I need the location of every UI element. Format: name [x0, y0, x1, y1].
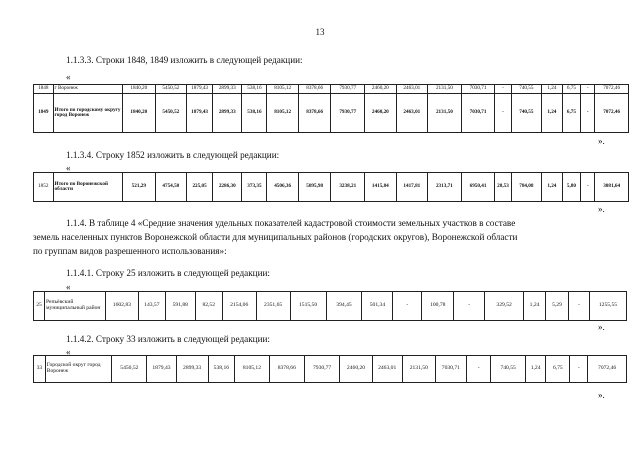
table-cell: 5095,98 — [298, 173, 331, 202]
table-cell: 1,24 — [542, 94, 563, 133]
table-cell: 8378,66 — [298, 85, 331, 94]
table-cell: 6950,41 — [461, 173, 495, 202]
table-cell: 7072,46 — [595, 94, 629, 133]
table-cell: - — [581, 173, 595, 202]
table-cell: 329,52 — [485, 292, 524, 321]
table-row-1852 — [33, 172, 629, 202]
table-cell: 8105,12 — [267, 94, 298, 133]
table-cell: Итого по городскому округу город Воронеж — [53, 94, 122, 133]
table-cell: 2131,50 — [428, 94, 462, 133]
section-2-heading: 1.1.3.4. Строку 1852 изложить в следующей редакции: — [66, 150, 280, 160]
table-cell: 33 — [34, 356, 46, 383]
table-cell: 2463,01 — [372, 356, 402, 383]
table-cell: 4506,36 — [267, 173, 298, 202]
paragraph-line-3: по группам видов разрешенного использования»: — [33, 246, 227, 256]
table-cell: - — [495, 85, 511, 94]
table-cell: 225,05 — [187, 173, 213, 202]
table-row — [34, 292, 627, 321]
table-cell: 7030,71 — [461, 85, 495, 94]
table-cell: 1848 — [34, 85, 54, 94]
table-cell: - — [466, 356, 490, 383]
table-cell: 2131,50 — [428, 85, 462, 94]
table-cell: 591,88 — [165, 292, 195, 321]
table-cell: Репьёвский муниципальный район — [44, 292, 105, 321]
table-cell: 8105,12 — [267, 85, 298, 94]
table-cell: 1602,83 — [105, 292, 138, 321]
table-cell: 1,24 — [525, 356, 545, 383]
table-cell: 2286,30 — [213, 173, 242, 202]
table-cell: 7072,46 — [595, 85, 629, 94]
table-cell: - — [454, 292, 485, 321]
table-cell: 373,35 — [242, 173, 267, 202]
table-cell: 1852 — [34, 173, 54, 202]
table-cell: 82,52 — [195, 292, 222, 321]
section-1-close-quote: ». — [598, 136, 605, 146]
section-2-close-quote: ». — [598, 204, 605, 214]
table-cell: 2460,20 — [340, 356, 372, 383]
section-5-heading: 1.1.4.2. Строку 33 изложить в следующей редакции: — [66, 334, 270, 344]
page-number: 13 — [315, 27, 325, 37]
table-cell: 4754,50 — [155, 173, 186, 202]
table-cell: 740,55 — [511, 94, 541, 133]
table-cell: - — [568, 292, 589, 321]
table-row-1849 — [34, 94, 629, 133]
section-4-open-quote: « — [66, 282, 71, 292]
table-cell: 5450,52 — [112, 356, 147, 383]
table-cell: 5,80 — [562, 173, 580, 202]
table-cell: 521,29 — [123, 173, 156, 202]
table-row-1848 — [34, 85, 629, 94]
table-cell: 538,16 — [242, 94, 267, 133]
table-cell: 394,45 — [326, 292, 362, 321]
table-cell: 5450,52 — [155, 85, 186, 94]
table-cell: - — [393, 292, 422, 321]
table-cell: 740,55 — [511, 85, 541, 94]
table-cell: 1879,43 — [187, 85, 213, 94]
table-cell: 8378,66 — [298, 94, 331, 133]
table-cell: 2463,01 — [396, 85, 427, 94]
table-cell: 7930,77 — [331, 85, 365, 94]
table-cell: 2154,06 — [222, 292, 256, 321]
table-cell: Городской округ город Воронеж — [45, 356, 112, 383]
table-row-33 — [33, 355, 627, 383]
table-cell: 1849 — [34, 94, 54, 133]
table-cell: 538,16 — [242, 85, 267, 94]
table-cell: 5450,52 — [155, 94, 186, 133]
table-cell: 1840,20 — [123, 94, 156, 133]
table-cell: 7930,77 — [304, 356, 340, 383]
paragraph-line-2: земель населенных пунктов Воронежской области для муниципальных районов (городских округов), Воронежской области — [33, 232, 518, 242]
section-5-close-quote: ». — [598, 390, 605, 400]
table-cell: 8105,12 — [235, 356, 270, 383]
section-5-open-quote: « — [66, 347, 71, 357]
paragraph-line-1: 1.1.4. В таблице 4 «Средние значения удельных показателей кадастровой стоимости земельных участков в составе — [66, 218, 516, 228]
table-cell: 6,75 — [562, 85, 580, 94]
table-cell: 1415,84 — [365, 173, 396, 202]
table-cell: 501,34 — [362, 292, 393, 321]
table-cell: 784,08 — [511, 173, 541, 202]
table-cell: 143,57 — [138, 292, 165, 321]
table-cell: 2460,20 — [365, 94, 396, 133]
table-cell: 100,78 — [422, 292, 454, 321]
table-cell: 2899,33 — [176, 356, 208, 383]
table-cell: 6,75 — [546, 356, 570, 383]
table-cell: - — [581, 94, 595, 133]
table-cell: 2899,33 — [213, 85, 242, 94]
table-cell: 7072,46 — [588, 356, 627, 383]
table-cell: 6,75 — [562, 94, 580, 133]
table-cell: 1,24 — [524, 292, 546, 321]
section-2-open-quote: « — [66, 163, 71, 173]
table-cell: - — [570, 356, 588, 383]
table-cell: 8378,66 — [269, 356, 304, 383]
section-4-close-quote: ». — [598, 322, 605, 332]
table-cell: - — [495, 94, 511, 133]
table-cell: 7030,71 — [461, 94, 495, 133]
table-cell: 3081,64 — [595, 173, 629, 202]
table-cell: 2899,33 — [213, 94, 242, 133]
table-cell: 1879,43 — [147, 356, 176, 383]
section-4-heading: 1.1.4.1. Строку 25 изложить в следующей редакции: — [66, 268, 270, 278]
table-cell: 2460,20 — [365, 85, 396, 94]
table-cell: 740,55 — [491, 356, 526, 383]
table-cell: - — [581, 85, 595, 94]
table-cell: 7030,71 — [435, 356, 466, 383]
table-cell: 1879,43 — [187, 94, 213, 133]
table-cell: 2131,50 — [402, 356, 435, 383]
table-cell: 7930,77 — [331, 94, 365, 133]
table-cell: 2313,71 — [428, 173, 462, 202]
table-rows-1848-1849 — [33, 84, 629, 133]
table-row — [34, 356, 627, 383]
table-cell: Итого по Воронежской области — [53, 173, 122, 202]
table-cell: 3238,21 — [331, 173, 365, 202]
table-cell: 1,24 — [542, 173, 563, 202]
section-1-open-quote: « — [66, 72, 71, 82]
table-cell: 2463,01 — [396, 94, 427, 133]
table-cell: 5,29 — [546, 292, 569, 321]
table-cell: 538,16 — [208, 356, 234, 383]
table-cell: 2351,65 — [256, 292, 290, 321]
table-row — [34, 173, 629, 202]
section-1-heading: 1.1.3.3. Строки 1848, 1849 изложить в следующей редакции: — [66, 55, 303, 65]
table-cell: 1255,55 — [589, 292, 626, 321]
table-cell: 28,53 — [495, 173, 511, 202]
table-cell: 1515,50 — [290, 292, 326, 321]
table-cell: 25 — [34, 292, 45, 321]
table-cell: г Воронеж — [53, 85, 122, 94]
table-cell: 1840,20 — [123, 85, 156, 94]
table-cell: 1417,81 — [396, 173, 427, 202]
table-row-25 — [33, 291, 627, 321]
table-cell: 1,24 — [542, 85, 563, 94]
